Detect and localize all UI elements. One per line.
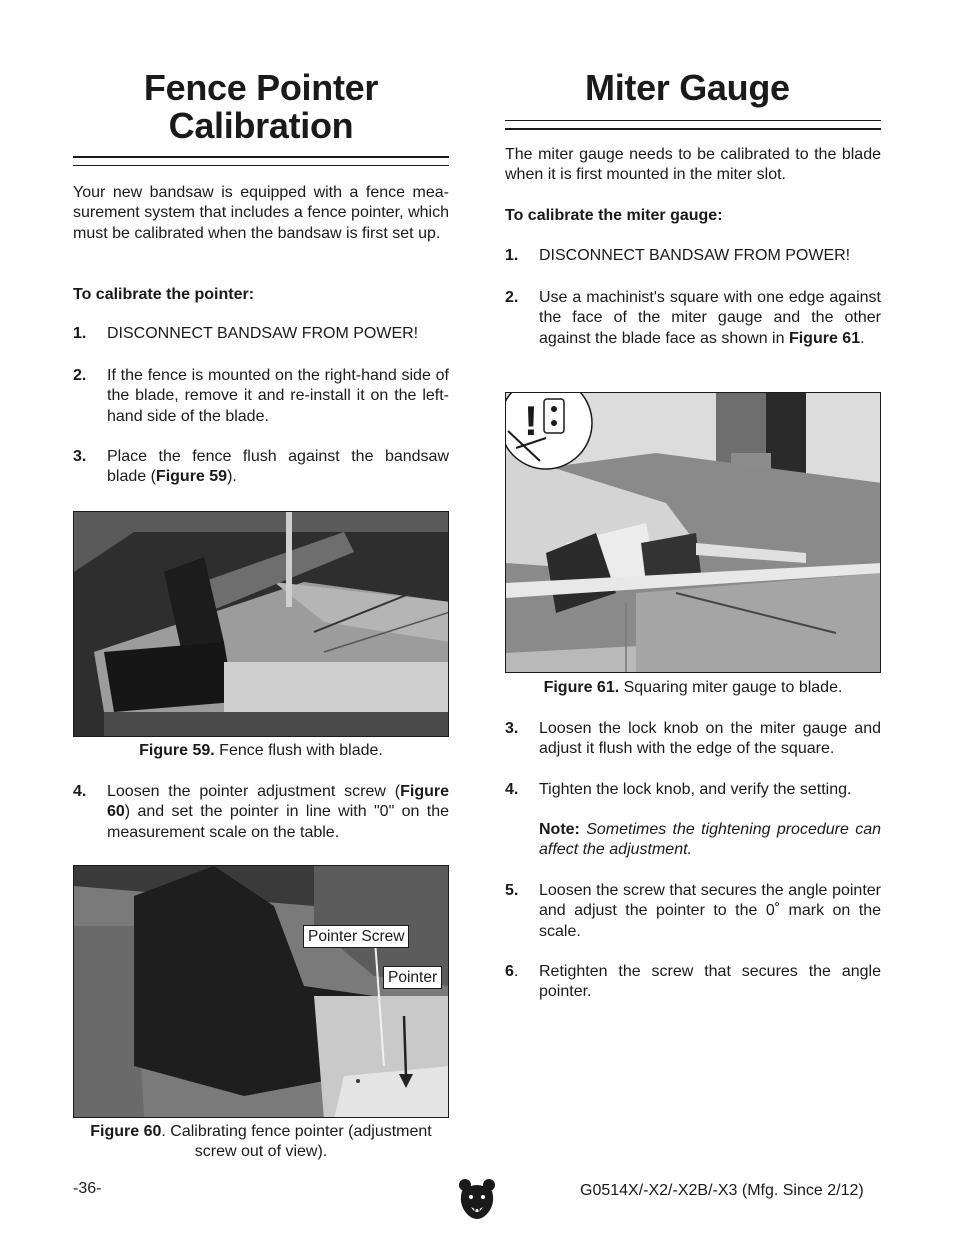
fence-pointer-illustration <box>74 866 449 1118</box>
fence-blade-illustration <box>74 512 449 737</box>
step-text-part: Place the fence flush against the bandsaw blade ( <box>107 448 449 486</box>
left-step-1 <box>73 324 449 344</box>
callout-pointer: Pointer <box>383 966 442 989</box>
right-step-4 <box>505 780 881 800</box>
step-text <box>107 447 449 488</box>
figure-reference: Figure 60 <box>107 783 449 821</box>
left-subhead: To calibrate the pointer: <box>73 286 255 303</box>
left-title-rule-top <box>73 156 449 158</box>
left-intro-paragraph: Your new bandsaw is equipped with a fence mea-surement system that includes a fence pointer, which must be calibrated when the bandsaw is first set up. <box>73 184 449 242</box>
right-title-rule-top <box>505 120 881 121</box>
step-text-part: Use a machinist's square with one edge against the face of the miter gauge and the other against the blade face as shown in <box>539 289 881 347</box>
step-number: 2. <box>505 289 519 306</box>
left-step-2 <box>73 366 449 427</box>
figure-60-caption <box>73 1122 449 1163</box>
step-number: 2. <box>73 367 87 384</box>
step-text-part: . <box>860 329 865 347</box>
step-number: 3. <box>505 720 519 737</box>
figure-59-photo <box>73 511 449 737</box>
title-line-1: Fence Pointer <box>143 67 379 108</box>
callout-pointer-screw: Pointer Screw <box>303 925 409 948</box>
left-title-rule-bottom <box>73 165 449 166</box>
title-line-2: Calibration <box>168 105 354 146</box>
figure-60-photo <box>73 865 449 1118</box>
figure-61-photo <box>505 392 881 673</box>
step-number: 1. <box>505 247 519 264</box>
step-text: Loosen the screw that secures the angle pointer and adjust the pointer to the 0˚ mark on the scale. <box>539 882 881 940</box>
step-number: 5. <box>505 882 519 899</box>
figure-61-caption <box>505 678 881 698</box>
bear-logo <box>458 1177 496 1223</box>
step-number-digit: 6 <box>505 963 514 980</box>
right-step-3 <box>505 719 881 760</box>
note-text: Sometimes the tightening procedure can affect the adjustment. <box>539 821 881 859</box>
svg-text:!: ! <box>524 397 538 444</box>
miter-gauge-illustration <box>506 393 881 673</box>
bear-logo-icon <box>458 1177 496 1223</box>
left-step-4 <box>73 782 449 843</box>
figure-label: Figure 60 <box>90 1123 162 1140</box>
step-text-part: ). <box>227 468 237 486</box>
figure-label: Figure 61. <box>543 679 620 696</box>
step-text: Loosen the lock knob on the miter gauge and adjust it flush with the edge of the square. <box>539 720 881 758</box>
step-text-part: Loosen the pointer adjustment screw ( <box>107 783 401 800</box>
step-text: Tighten the lock knob, and verify the setting. <box>539 781 852 798</box>
right-step-1 <box>505 246 881 266</box>
right-step-6 <box>505 962 881 1003</box>
figure-caption-text: Squaring miter gauge to blade. <box>619 679 843 696</box>
step-number: 4. <box>73 783 87 800</box>
step-text: Retighten the screw that secures the angle pointer. <box>539 963 881 1001</box>
right-note <box>539 820 881 861</box>
step-number <box>505 962 539 1003</box>
figure-59-caption <box>73 741 449 761</box>
step-number: 1. <box>73 325 87 342</box>
right-title-rule-bottom <box>505 128 881 130</box>
step-text-part: ) and set the pointer in line with "0" on the measurement scale on the table. <box>107 803 449 841</box>
step-number: 4. <box>505 781 519 798</box>
step-text: If the fence is mounted on the right-hand side of the blade, remove it and re-install it on the left-hand side of the blade. <box>107 367 449 425</box>
page-number: -36- <box>73 1180 102 1197</box>
right-step-2 <box>505 288 881 349</box>
section-title-miter-gauge: Miter Gauge <box>585 67 790 108</box>
section-title-fence-pointer <box>73 69 449 145</box>
left-step-3 <box>73 447 449 488</box>
figure-caption-text: . Calibrating fence pointer (adjustment screw out of view). <box>161 1123 432 1161</box>
model-footer: G0514X/-X2/-X2B/-X3 (Mfg. Since 2/12) <box>580 1182 864 1199</box>
right-intro-paragraph: The miter gauge needs to be calibrated to the blade when it is first mounted in the miter slot. <box>505 146 881 184</box>
figure-reference: Figure 61 <box>788 329 861 347</box>
figure-caption-text: Fence flush with blade. <box>214 742 383 759</box>
right-step-5 <box>505 881 881 942</box>
right-subhead: To calibrate the miter gauge: <box>505 207 723 224</box>
figure-label: Figure 59. <box>139 742 215 759</box>
figure-reference: Figure 59 <box>155 468 228 486</box>
step-text <box>107 782 449 843</box>
step-number-period: . <box>513 963 519 980</box>
note-label: Note: <box>539 821 580 838</box>
step-text <box>539 288 881 349</box>
step-text: DISCONNECT BANDSAW FROM POWER! <box>539 247 851 264</box>
step-text: DISCONNECT BANDSAW FROM POWER! <box>107 325 419 342</box>
step-number: 3. <box>73 448 87 465</box>
